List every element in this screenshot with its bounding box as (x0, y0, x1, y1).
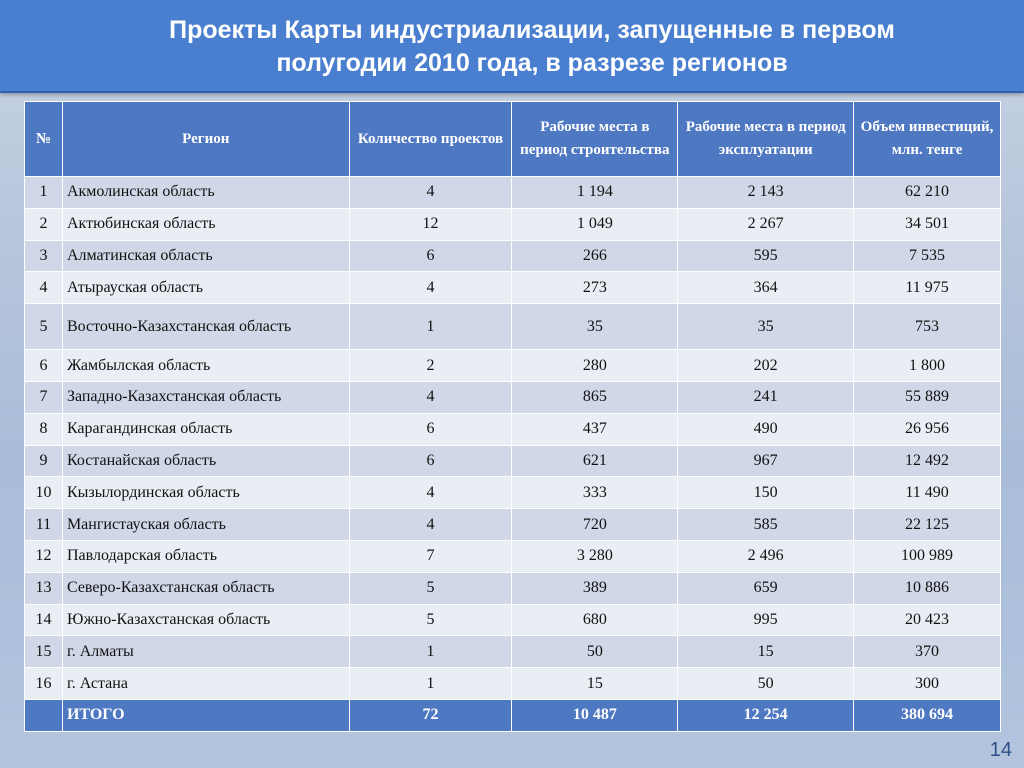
cell-region: Атырауская область (62, 272, 349, 304)
cell-num: 7 (25, 381, 63, 413)
cell-num: 1 (25, 177, 63, 209)
table-row (25, 445, 1001, 477)
cell-jobs-construction: 389 (512, 572, 678, 604)
table-row (25, 668, 1001, 700)
cell-num: 11 (25, 509, 63, 541)
cell-projects: 5 (349, 604, 512, 636)
cell-region: Южно-Казахстанская область (62, 604, 349, 636)
cell-jobs-operation: 50 (678, 668, 854, 700)
cell-jobs-construction: 333 (512, 477, 678, 509)
table-row (25, 477, 1001, 509)
cell-jobs-construction: 35 (512, 304, 678, 350)
cell-investment: 753 (854, 304, 1001, 350)
cell-investment: 20 423 (854, 604, 1001, 636)
total-row (25, 699, 1001, 731)
cell-projects: 4 (349, 477, 512, 509)
cell-jobs-operation: 659 (678, 572, 854, 604)
cell-jobs-operation: 2 496 (678, 540, 854, 572)
cell-investment: 300 (854, 668, 1001, 700)
table-footer (25, 699, 1001, 731)
cell-jobs-operation: 150 (678, 477, 854, 509)
cell-projects: 6 (349, 413, 512, 445)
table-row (25, 240, 1001, 272)
table-container (24, 101, 1001, 732)
cell-jobs-construction: 50 (512, 636, 678, 668)
cell-region: г. Алматы (62, 636, 349, 668)
table-row (25, 381, 1001, 413)
total-investment: 380 694 (854, 699, 1001, 731)
header-investment: Объем инвестиций, млн. тенге (854, 102, 1001, 177)
cell-jobs-construction: 273 (512, 272, 678, 304)
cell-investment: 26 956 (854, 413, 1001, 445)
cell-num: 16 (25, 668, 63, 700)
cell-region: Павлодарская область (62, 540, 349, 572)
cell-jobs-construction: 865 (512, 381, 678, 413)
regions-table (24, 101, 1001, 732)
cell-projects: 12 (349, 208, 512, 240)
cell-num: 15 (25, 636, 63, 668)
cell-num: 6 (25, 350, 63, 382)
cell-jobs-operation: 2 143 (678, 177, 854, 209)
cell-investment: 100 989 (854, 540, 1001, 572)
cell-jobs-operation: 15 (678, 636, 854, 668)
total-jobs-operation: 12 254 (678, 699, 854, 731)
header-num: № (25, 102, 63, 177)
header-projects: Количество проектов (349, 102, 512, 177)
cell-projects: 7 (349, 540, 512, 572)
total-num-cell (25, 699, 63, 731)
cell-num: 3 (25, 240, 63, 272)
cell-investment: 11 490 (854, 477, 1001, 509)
table-row (25, 572, 1001, 604)
cell-projects: 1 (349, 304, 512, 350)
cell-num: 14 (25, 604, 63, 636)
cell-region: Актюбинская область (62, 208, 349, 240)
cell-jobs-operation: 967 (678, 445, 854, 477)
total-projects: 72 (349, 699, 512, 731)
cell-investment: 7 535 (854, 240, 1001, 272)
cell-num: 9 (25, 445, 63, 477)
cell-projects: 4 (349, 381, 512, 413)
cell-projects: 5 (349, 572, 512, 604)
cell-jobs-operation: 995 (678, 604, 854, 636)
cell-region: Северо-Казахстанская область (62, 572, 349, 604)
cell-jobs-operation: 490 (678, 413, 854, 445)
cell-jobs-operation: 585 (678, 509, 854, 541)
cell-region: г. Астана (62, 668, 349, 700)
cell-investment: 62 210 (854, 177, 1001, 209)
cell-num: 2 (25, 208, 63, 240)
cell-jobs-construction: 3 280 (512, 540, 678, 572)
table-row (25, 604, 1001, 636)
cell-jobs-construction: 621 (512, 445, 678, 477)
cell-num: 4 (25, 272, 63, 304)
total-label: ИТОГО (62, 699, 349, 731)
cell-jobs-operation: 202 (678, 350, 854, 382)
table-row (25, 177, 1001, 209)
cell-region: Алматинская область (62, 240, 349, 272)
header-row (25, 102, 1001, 177)
table-row (25, 304, 1001, 350)
title-bar (0, 0, 1024, 93)
cell-region: Восточно-Казахстанская область (62, 304, 349, 350)
cell-num: 8 (25, 413, 63, 445)
cell-jobs-operation: 241 (678, 381, 854, 413)
cell-projects: 1 (349, 668, 512, 700)
cell-investment: 1 800 (854, 350, 1001, 382)
cell-jobs-construction: 1 194 (512, 177, 678, 209)
cell-region: Жамбылская область (62, 350, 349, 382)
cell-num: 13 (25, 572, 63, 604)
cell-projects: 6 (349, 445, 512, 477)
page-number: 14 (989, 739, 1012, 761)
cell-projects: 6 (349, 240, 512, 272)
cell-jobs-operation: 35 (678, 304, 854, 350)
header-jobs-construction: Рабочие места в период строительства (512, 102, 678, 177)
cell-jobs-construction: 437 (512, 413, 678, 445)
cell-investment: 55 889 (854, 381, 1001, 413)
cell-investment: 12 492 (854, 445, 1001, 477)
cell-region: Костанайская область (62, 445, 349, 477)
table-row (25, 540, 1001, 572)
slide-title-line-1: Проекты Карты индустриализации, запущенные в первом (169, 16, 895, 44)
cell-jobs-operation: 2 267 (678, 208, 854, 240)
cell-num: 10 (25, 477, 63, 509)
cell-investment: 10 886 (854, 572, 1001, 604)
cell-investment: 22 125 (854, 509, 1001, 541)
cell-investment: 34 501 (854, 208, 1001, 240)
table-row (25, 509, 1001, 541)
cell-investment: 370 (854, 636, 1001, 668)
slide-title-line-2: полугодии 2010 года, в разрезе регионов (276, 49, 788, 77)
table-body (25, 177, 1001, 700)
cell-region: Карагандинская область (62, 413, 349, 445)
cell-region: Мангистауская область (62, 509, 349, 541)
cell-jobs-construction: 15 (512, 668, 678, 700)
cell-investment: 11 975 (854, 272, 1001, 304)
table-row (25, 413, 1001, 445)
cell-projects: 2 (349, 350, 512, 382)
cell-projects: 4 (349, 177, 512, 209)
cell-projects: 1 (349, 636, 512, 668)
slide-title (0, 14, 1024, 80)
cell-num: 5 (25, 304, 63, 350)
table-row (25, 208, 1001, 240)
cell-jobs-operation: 595 (678, 240, 854, 272)
total-jobs-construction: 10 487 (512, 699, 678, 731)
cell-region: Кызылординская область (62, 477, 349, 509)
table-row (25, 636, 1001, 668)
cell-region: Западно-Казахстанская область (62, 381, 349, 413)
cell-region: Акмолинская область (62, 177, 349, 209)
header-jobs-operation: Рабочие места в период эксплуатации (678, 102, 854, 177)
table-header (25, 102, 1001, 177)
cell-jobs-operation: 364 (678, 272, 854, 304)
cell-jobs-construction: 680 (512, 604, 678, 636)
header-region: Регион (62, 102, 349, 177)
cell-num: 12 (25, 540, 63, 572)
table-row (25, 350, 1001, 382)
cell-projects: 4 (349, 272, 512, 304)
cell-jobs-construction: 1 049 (512, 208, 678, 240)
cell-jobs-construction: 720 (512, 509, 678, 541)
cell-projects: 4 (349, 509, 512, 541)
table-row (25, 272, 1001, 304)
cell-jobs-construction: 280 (512, 350, 678, 382)
cell-jobs-construction: 266 (512, 240, 678, 272)
